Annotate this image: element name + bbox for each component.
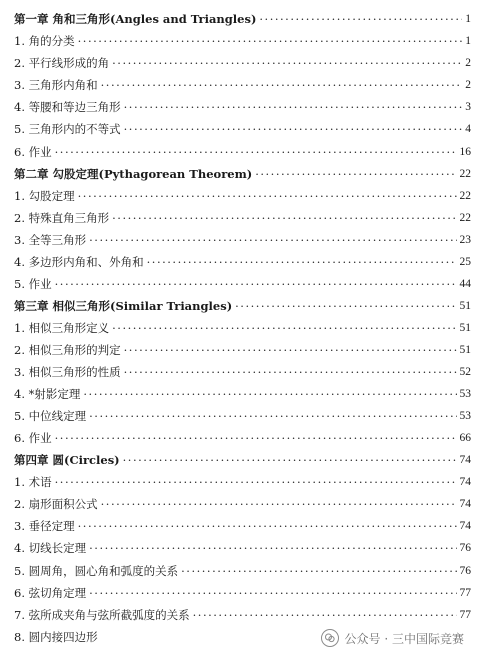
toc-item <box>14 251 471 273</box>
toc-item <box>14 339 471 361</box>
dot-leader <box>259 8 462 30</box>
chapter-heading <box>14 163 471 185</box>
page-number: 51 <box>459 322 471 334</box>
toc-item-title: 7. 弦所成夹角与弦所截弧度的关系 <box>14 608 190 622</box>
chapter-title: 第三章 相似三角形(Similar Triangles) <box>14 299 233 313</box>
toc-item <box>14 52 471 74</box>
page-number: 4 <box>465 123 471 135</box>
toc-item-title: 3. 全等三角形 <box>14 233 87 247</box>
dot-leader <box>55 471 457 493</box>
toc-item <box>14 537 471 559</box>
toc-item-title: 3. 三角形内角和 <box>14 78 98 92</box>
toc-item <box>14 96 471 118</box>
page-number: 16 <box>459 146 471 158</box>
dot-leader <box>55 427 457 449</box>
dot-leader <box>89 405 456 427</box>
toc-item-title: 2. 扇形面积公式 <box>14 497 98 511</box>
page-number: 25 <box>459 256 471 268</box>
toc-item <box>14 560 471 582</box>
toc-item <box>14 405 471 427</box>
page-number: 22 <box>459 190 471 202</box>
watermark-text: 公众号 · 三中国际竞赛 <box>344 631 464 646</box>
dot-leader <box>181 560 456 582</box>
dot-leader <box>78 185 457 207</box>
toc-item-title: 1. 相似三角形定义 <box>14 321 110 335</box>
dot-leader <box>78 515 457 537</box>
page-number: 74 <box>459 498 471 510</box>
toc-item-title: 6. 弦切角定理 <box>14 586 87 600</box>
toc-item-title: 2. 相似三角形的判定 <box>14 343 121 357</box>
toc-item-title: 6. 作业 <box>14 145 52 159</box>
chapter-heading <box>14 295 471 317</box>
page-number: 66 <box>459 432 471 444</box>
dot-leader <box>193 604 457 626</box>
toc-item-title: 8. 圆内接四边形 <box>14 630 98 644</box>
toc-item <box>14 515 471 537</box>
page-number: 77 <box>459 587 471 599</box>
toc-item-title: 5. 三角形内的不等式 <box>14 122 121 136</box>
toc-item <box>14 229 471 251</box>
toc-item <box>14 582 471 604</box>
page-number: 51 <box>459 344 471 356</box>
chapter-heading <box>14 449 471 471</box>
page-number: 76 <box>459 542 471 554</box>
chapter-heading <box>14 8 471 30</box>
dot-leader <box>147 251 457 273</box>
wechat-icon <box>321 629 339 647</box>
dot-leader <box>235 295 456 317</box>
toc-item-title: 4. 多边形内角和、外角和 <box>14 255 144 269</box>
chapter-title: 第一章 角和三角形(Angles and Triangles) <box>14 12 257 26</box>
toc-item <box>14 471 471 493</box>
dot-leader <box>78 30 463 52</box>
dot-leader <box>83 383 456 405</box>
toc-item-title: 1. 角的分类 <box>14 34 75 48</box>
page-number: 23 <box>459 234 471 246</box>
watermark <box>321 627 464 649</box>
page-number: 2 <box>465 79 471 91</box>
page-number: 76 <box>459 565 471 577</box>
dot-leader <box>101 74 463 96</box>
dot-leader <box>112 52 462 74</box>
page-number: 2 <box>465 57 471 69</box>
toc-item-title: 6. 作业 <box>14 431 52 445</box>
page-number: 3 <box>465 101 471 113</box>
toc-item-title: 5. 中位线定理 <box>14 409 87 423</box>
dot-leader <box>101 493 457 515</box>
toc-item-title: 1. 术语 <box>14 475 52 489</box>
dot-leader <box>112 207 456 229</box>
toc-item-title: 1. 勾股定理 <box>14 189 75 203</box>
toc-item <box>14 141 471 163</box>
page-number: 74 <box>459 520 471 532</box>
toc-item-title: 4. 切线长定理 <box>14 541 87 555</box>
toc-item <box>14 427 471 449</box>
toc-item <box>14 317 471 339</box>
page-number: 51 <box>459 300 471 312</box>
dot-leader <box>112 317 456 339</box>
page-number: 52 <box>459 366 471 378</box>
toc-item-title: 3. 相似三角形的性质 <box>14 365 121 379</box>
page-number: 74 <box>459 454 471 466</box>
toc-item <box>14 207 471 229</box>
toc-item <box>14 383 471 405</box>
page-number: 44 <box>459 278 471 290</box>
page-number: 77 <box>459 609 471 621</box>
toc-item <box>14 604 471 626</box>
dot-leader <box>124 96 463 118</box>
toc-item <box>14 185 471 207</box>
dot-leader <box>255 163 456 185</box>
toc-item <box>14 74 471 96</box>
page-number: 22 <box>459 168 471 180</box>
toc-item <box>14 118 471 140</box>
dot-leader <box>123 449 457 471</box>
dot-leader <box>89 229 456 251</box>
toc-item-title: 3. 垂径定理 <box>14 519 75 533</box>
page-number: 1 <box>465 13 471 25</box>
toc-item-title: 5. 作业 <box>14 277 52 291</box>
dot-leader <box>55 141 457 163</box>
chapter-title: 第四章 圆(Circles) <box>14 453 120 467</box>
toc-item-title: 5. 圆周角，圆心角和弧度的关系 <box>14 564 179 578</box>
dot-leader <box>89 582 456 604</box>
toc-item-title: 4. *射影定理 <box>14 387 81 401</box>
toc-item-title: 2. 平行线形成的角 <box>14 56 110 70</box>
toc-item <box>14 493 471 515</box>
toc-item <box>14 361 471 383</box>
page-number: 53 <box>459 388 471 400</box>
dot-leader <box>124 118 463 140</box>
page-number: 1 <box>465 35 471 47</box>
toc-item-title: 4. 等腰和等边三角形 <box>14 100 121 114</box>
toc-item <box>14 273 471 295</box>
dot-leader <box>124 361 457 383</box>
page-number: 53 <box>459 410 471 422</box>
dot-leader <box>89 537 456 559</box>
chapter-title: 第二章 勾股定理(Pythagorean Theorem) <box>14 167 253 181</box>
page-number: 22 <box>459 212 471 224</box>
dot-leader <box>55 273 457 295</box>
page-number: 74 <box>459 476 471 488</box>
toc-item <box>14 30 471 52</box>
toc-item-title: 2. 特殊直角三角形 <box>14 211 110 225</box>
dot-leader <box>124 339 457 361</box>
